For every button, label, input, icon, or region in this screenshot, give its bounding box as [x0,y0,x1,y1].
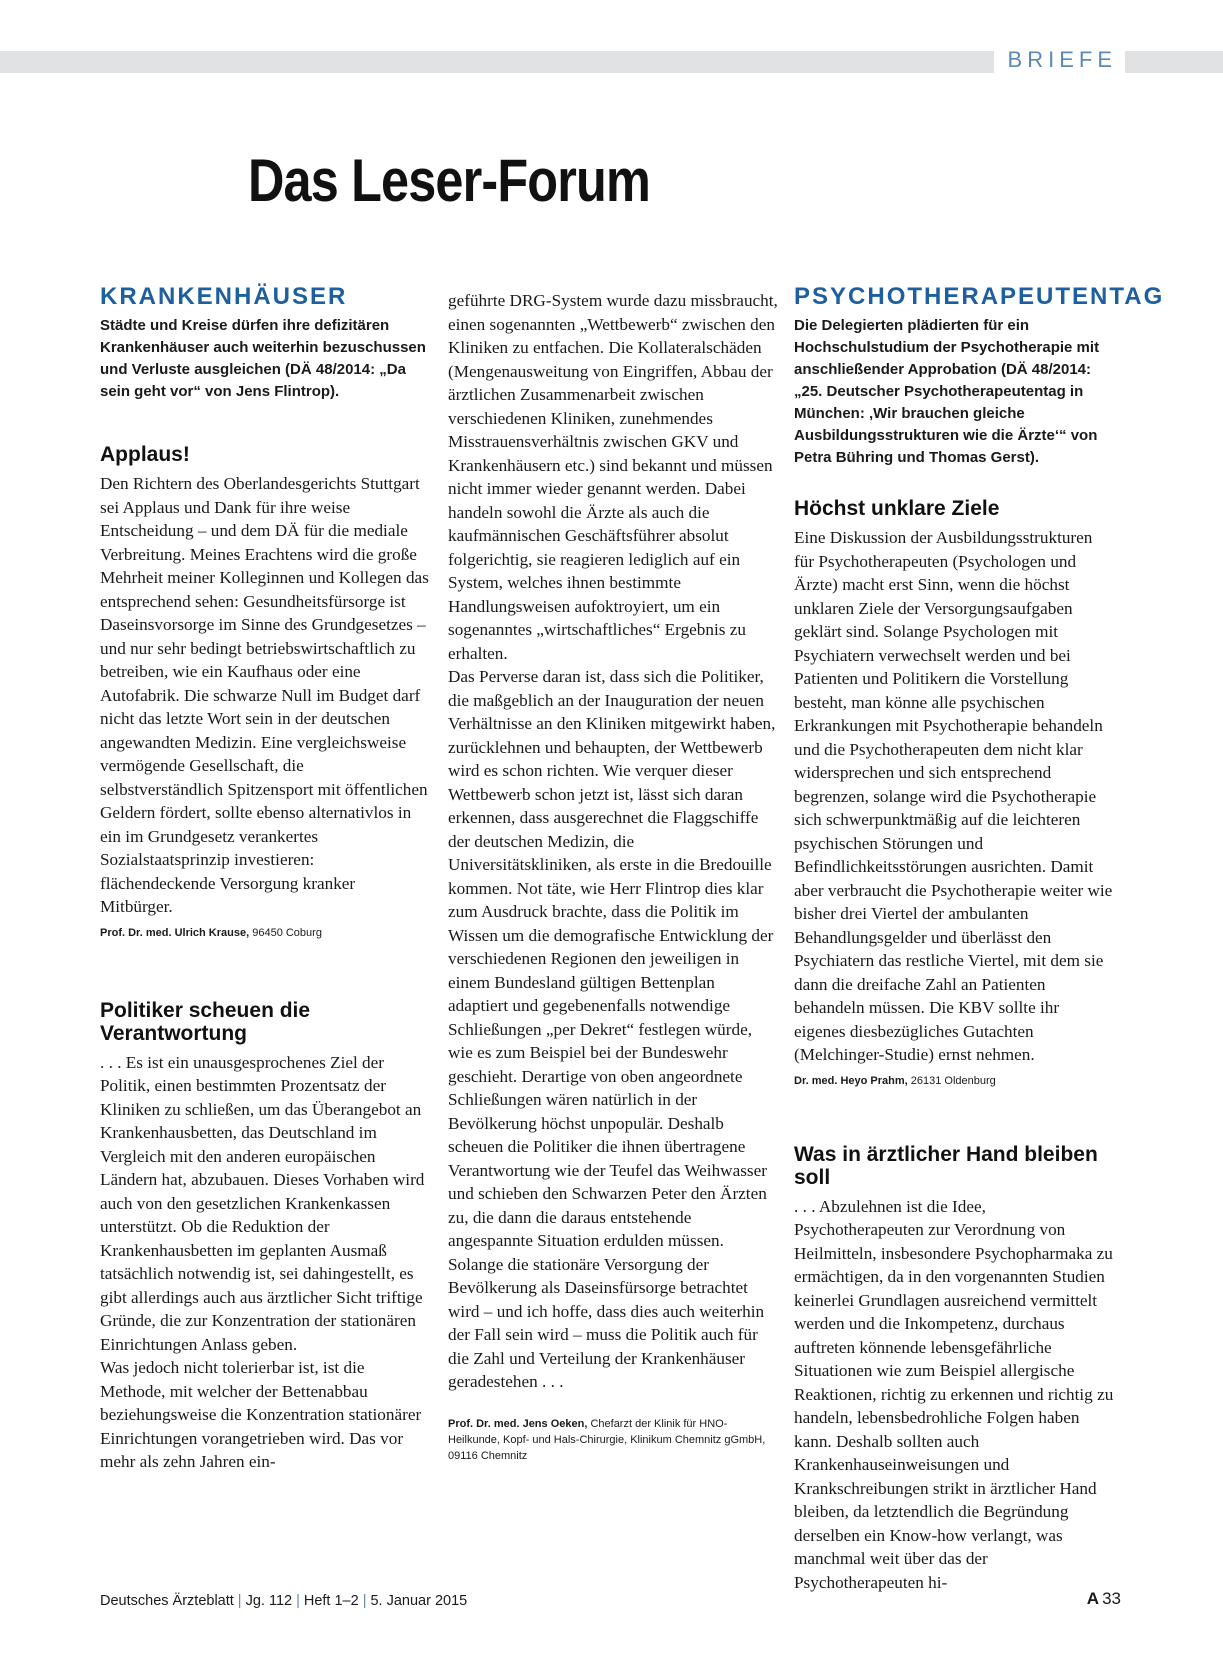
author-place: 26131 Oldenburg [910,1074,996,1087]
letter-body [794,1195,1114,1595]
topic-intro: Die Delegierten plädierten für ein Hochschulstudium der Psychotherapie mit anschließender Approbation (DÄ 48/2014: „25. Deutscher Psychotherapeutentag in München: ‚Wir brauchen gleiche Ausbildungsstrukturen wie die Ärzte‘“ von Petra Bühring und Thomas Gerst). [794,317,1100,466]
letter-headline: Was in ärztlicher Hand bleiben soll [794,1142,1098,1189]
volume: Jg. 112 [245,1593,293,1609]
page-number [1087,1589,1121,1609]
topic-heading: KRANKENHÄUSER [100,283,348,310]
letter-headline: Höchst unklare Ziele [794,497,1000,520]
author-name: Dr. med. Heyo Prahm, [794,1074,908,1087]
letter [100,999,430,1474]
letter-body [100,1051,430,1474]
page-footer [100,1593,467,1609]
column-1 [100,285,430,1474]
letter-signature [448,1416,778,1464]
letter-signature [100,925,430,941]
letter-body [794,526,1114,1067]
topic-heading: PSYCHOTHERAPEUTENTAG [794,283,1165,310]
letter-signature [794,1073,1114,1089]
column-2 [448,289,778,1464]
page-number-value: 33 [1102,1589,1121,1608]
section-label: BRIEFE [994,47,1125,73]
letter-body [100,472,430,919]
separator: | [296,1593,300,1609]
column-3 [794,283,1165,1594]
paragraph: . . . Es ist ein unausgesprochenes Ziel der Politik, einen bestimmten Prozentsatz der Kliniken zu schließen, um das Überangebot an Krankenhausbetten, das Deutschland im Vergleich mit den anderen europäischen Ländern hat, abzubauen. Dieses Vorhaben wird auch von den gesetzlichen Krankenkassen unterstützt. Ob die Reduktion der Krankenhausbetten im geplanten Ausmaß tatsächlich notwendig ist, sei dahingestellt, es gibt allerdings auch aus ärztlicher Sicht triftige Gründe, die zur Konzentration der stationären Einrichtungen Anlass geben. [100,1052,425,1354]
paragraph: . . . Abzulehnen ist die Idee, Psychotherapeuten zur Verordnung von Heilmitteln, insbesondere Psychopharmaka zu ermächtigen, da in den vorgenannten Studien keinerlei Grundlagen ausreichend vermittelt werden und die Inkompetenz, durchaus auftreten könnende lebensgefährliche Situationen wie zum Beispiel allergische Reaktionen, richtig zu erkennen und richtig zu handeln, lebensbedrohliche Folgen haben kann. Deshalb sollten auch Krankenhauseinweisungen und Krankschreibungen strikt in ärztlicher Hand bleiben, da letztendlich die Begründung derselben ein Know-how verlangt, was manchmal weit über das der Psychotherapeuten hi- [794,1196,1114,1592]
journal-name: Deutsches Ärzteblatt [100,1593,234,1609]
letter [794,1143,1114,1595]
author-place: 96450 Coburg [252,926,322,939]
letter-headline: Applaus! [100,443,190,466]
letter [100,443,430,941]
letter-body-continued [448,289,778,1394]
paragraph: geführte DRG-System wurde dazu missbraucht, einen sogenannten „Wettbewerb“ zwischen den Kliniken zu entfachen. Die Kollateralschäden (Mengenausweitung von Eingriffen, Abbau der ärztlichen Zusammenarbeit zwischen verschiedenen Kliniken, zunehmendes Misstrauensverhältnis zwischen GKV und Krankenhäusern etc.) sind bekannt und müssen nicht immer wieder genannt werden. Dabei handeln sowohl die Ärzte als auch die kaufmännischen Geschäftsführer absolut folgerichtig, sie reagieren lediglich auf ein System, welches ihnen bestimmte Handlungsweisen aufoktroyiert, um ein sogenanntes „wirtschaftliches“ Ergebnis zu erhalten. [448,291,778,663]
paragraph: Den Richtern des Oberlandesgerichts Stuttgart sei Applaus und Dank für ihre weise Entscheidung – und dem DÄ für die mediale Verbreitung. Meines Erachtens wird die große Mehrheit meiner Kolleginnen und Kollegen das entsprechend sehen: Gesundheitsfürsorge ist Daseinsvorsorge im Sinne des Grundgesetzes – und nur sehr bedingt betriebswirtschaftlich zu betreiben, wie ein Kaufhaus oder eine Autofabrik. Die schwarze Null im Budget darf nicht das letzte Wort sein in der deutschen angewandten Medizin. Eine vergleichsweise vermögende Gesellschaft, die selbstverständlich Spitzensport mit öffentlichen Geldern fördert, sollte ebenso alternativlos in ein im Grundgesetz verankertes Sozialstaatsprinzip investieren: flächendeckende Versorgung kranker Mitbürger. [100,474,429,916]
issue-date: 5. Januar 2015 [370,1593,468,1609]
page-title: Das Leser-Forum [248,147,650,214]
author-name: Prof. Dr. med. Ulrich Krause, [100,926,250,939]
page-prefix: A [1086,1589,1100,1608]
letter [794,497,1114,1089]
paragraph: Was jedoch nicht tolerierbar ist, ist die Methode, mit welcher der Bettenabbau beziehungsweise die Konzentration stationärer Einrichtungen vorangetrieben wird. Das vor mehr als zehn Jahren ein- [100,1358,422,1471]
author-name: Prof. Dr. med. Jens Oeken, [448,1417,588,1430]
paragraph: Das Perverse daran ist, dass sich die Politiker, die maßgeblich an der Inauguration der neuen Verhältnisse an den Kliniken mitgewirkt haben, zurücklehnen und behaupten, der Wettbewerb wird es schon richten. Wie verquer dieser Wettbewerb schon jetzt ist, lässt sich daran erkennen, dass ausgerechnet die Flaggschiffe der deutschen Medizin, die Universitätskliniken, als erste in die Bredouille kommen. Not täte, wie Herr Flintrop dies klar zum Ausdruck brachte, dass die Politik im Wissen um die demografische Entwicklung der verschiedenen Regionen den jeweiligen in einem Bundesland gültigen Bettenplan adaptiert und gegebenenfalls notwendige Schließungen „per Dekret“ festlegen würde, wie es zum Beispiel bei der Bundeswehr geschieht. Derartige von oben angeordnete Schließungen wären natürlich in der Bevölkerung höchst unpopulär. Deshalb scheuen die Politiker die ihnen übertragene Verantwortung wie der Teufel das Weihwasser und schieben den Schwarzen Peter den Ärzten zu, die dann die daraus entstehende angespannte Situation erdulden müssen. Solange die stationäre Versorgung der Bevölkerung als Daseinsfürsorge betrachtet wird – und ich hoffe, dass dies auch weiterhin der Fall sein wird – muss die Politik auch für die Zahl und Verteilung der Krankenhäuser geradestehen . . . [448,667,776,1391]
separator: | [362,1593,367,1609]
issue: Heft 1–2 [303,1593,359,1609]
separator: | [237,1593,242,1609]
letter-headline: Politiker scheuen die Verantwortung [100,998,311,1045]
paragraph: Eine Diskussion der Ausbildungsstrukturen für Psychotherapeuten (Psychologen und Ärzte) macht erst Sinn, wenn die höchst unklaren Ziele der Versorgungsaufgaben geklärt sind. Solange Psychologen mit Psychiatern verwechselt werden und bei Patienten und Politikern die Vorstellung besteht, man könne alle psychischen Erkrankungen mit Psychotherapie behandeln und die Psychotherapeuten dem nicht klar widersprechen und sich entsprechend begrenzen, solange wird die Psychotherapie sich schwerpunktmäßig auf die leichteren psychischen Störungen und Befindlichkeitsstörungen ausrichten. Damit aber verbraucht die Psychotherapie weiter wie bisher drei Viertel der ambulanten Behandlungsgelder und überlässt den Psychiatern das restliche Viertel, mit dem sie dann die dreifache Zahl an Patienten behandeln müssen. Die KBV sollte ihr eigenes diesbezügliches Gutachten (Melchinger-Studie) ernst nehmen. [794,528,1113,1064]
topic-intro: Städte und Kreise dürfen ihre defizitären Krankenhäuser auch weiterhin bezuschussen und Verluste ausgleichen (DÄ 48/2014: „Da sein geht vor“ von Jens Flintrop). [100,317,426,400]
author-affiliation: Chefarzt der Klinik für HNO-Heilkunde, Kopf- und Hals-Chirurgie, Klinikum Chemnitz gGmbH, 09116 Chemnitz [448,1417,766,1462]
